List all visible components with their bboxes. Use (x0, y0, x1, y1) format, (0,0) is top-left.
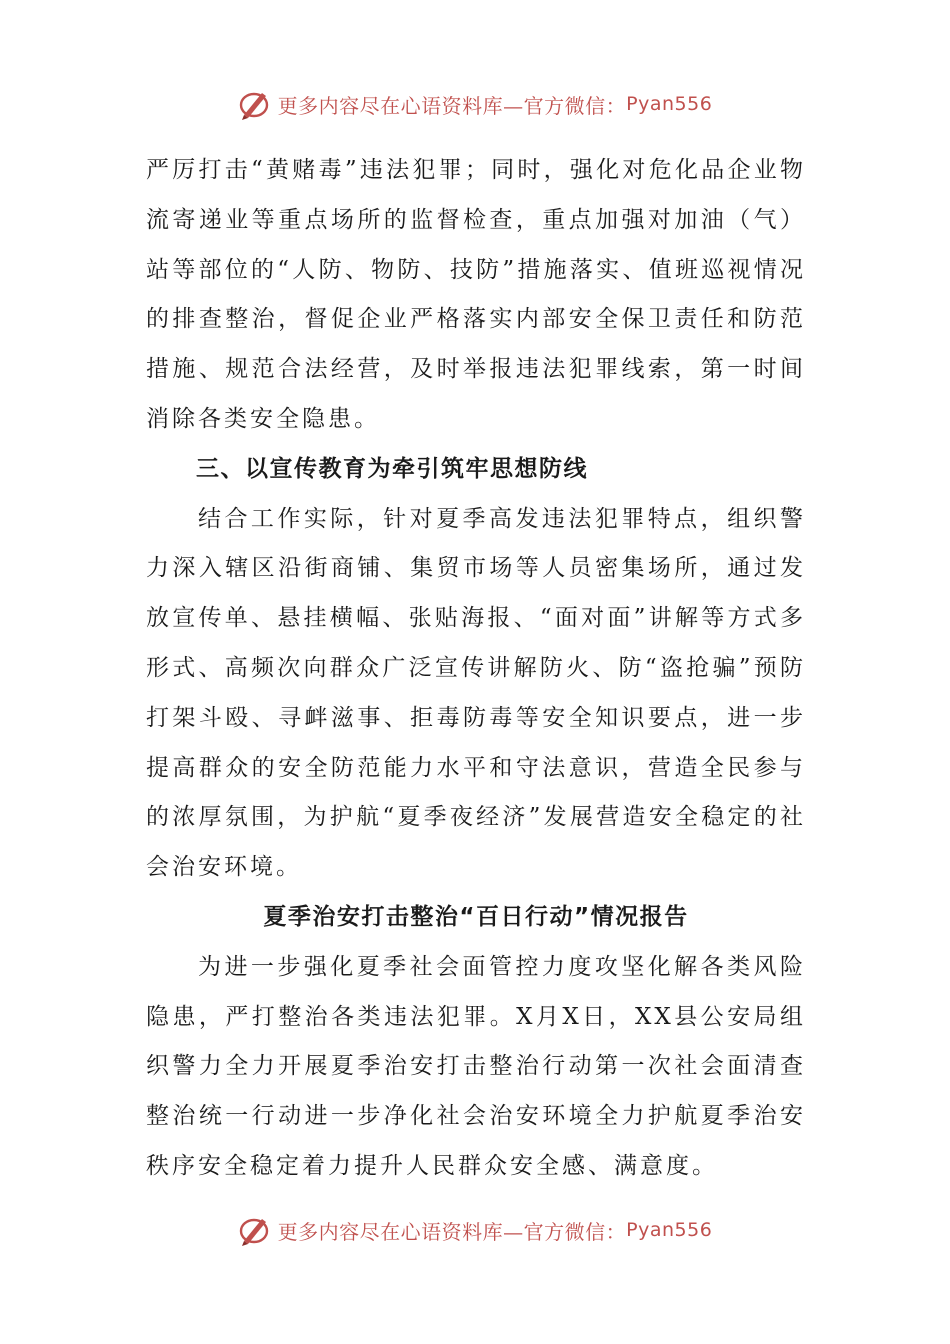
pen-ring-icon (238, 87, 272, 121)
watermark-text: 更多内容尽在心语资料库—官方微信： (277, 93, 627, 118)
document-body (146, 146, 806, 1192)
footer-watermark (0, 1208, 950, 1252)
header-watermark (0, 82, 950, 126)
paragraph-1: 严厉打击“黄赌毒”违法犯罪；同时，强化对危化品企业物流寄递业等重点场所的监督检查，重点加强对加油（气）站等部位的“人防、物防、技防”措施落实、值班巡视情况的排查整治，督促企业严格落实内部安全保卫责任和防范措施、规范合法经营，及时举报违法犯罪线索，第一时间消除各类安全隐患。 (146, 157, 806, 432)
pen-ring-icon (238, 1213, 272, 1247)
report-title: 夏季治安打击整治“百日行动”情况报告 (263, 903, 689, 930)
paragraph-3: 为进一步强化夏季社会面管控力度攻坚化解各类风险隐患，严打整治各类违法犯罪。X月X日，XX县公安局组织警力全力开展夏季治安打击整治行动第一次社会面清查整治统一行动进一步净化社会治安环境全力护航夏季治安秩序安全稳定着力提升人民群众安全感、满意度。 (146, 953, 806, 1179)
watermark-handle: Pyan556 (626, 93, 713, 115)
section-3-heading: 三、以宣传教育为牵引筑牢思想防线 (196, 455, 588, 482)
paragraph-2: 结合工作实际，针对夏季高发违法犯罪特点，组织警力深入辖区沿街商铺、集贸市场等人员密集场所，通过发放宣传单、悬挂横幅、张贴海报、“面对面”讲解等方式多形式、高频次向群众广泛宣传讲解防火、防“盗抢骗”预防打架斗殴、寻衅滋事、拒毒防毒等安全知识要点，进一步提高群众的安全防范能力水平和守法意识，营造全民参与的浓厚氛围，为护航“夏季夜经济”发展营造安全稳定的社会治安环境。 (146, 505, 806, 881)
watermark-text: 更多内容尽在心语资料库—官方微信： (277, 1219, 627, 1244)
watermark-handle: Pyan556 (626, 1219, 713, 1241)
